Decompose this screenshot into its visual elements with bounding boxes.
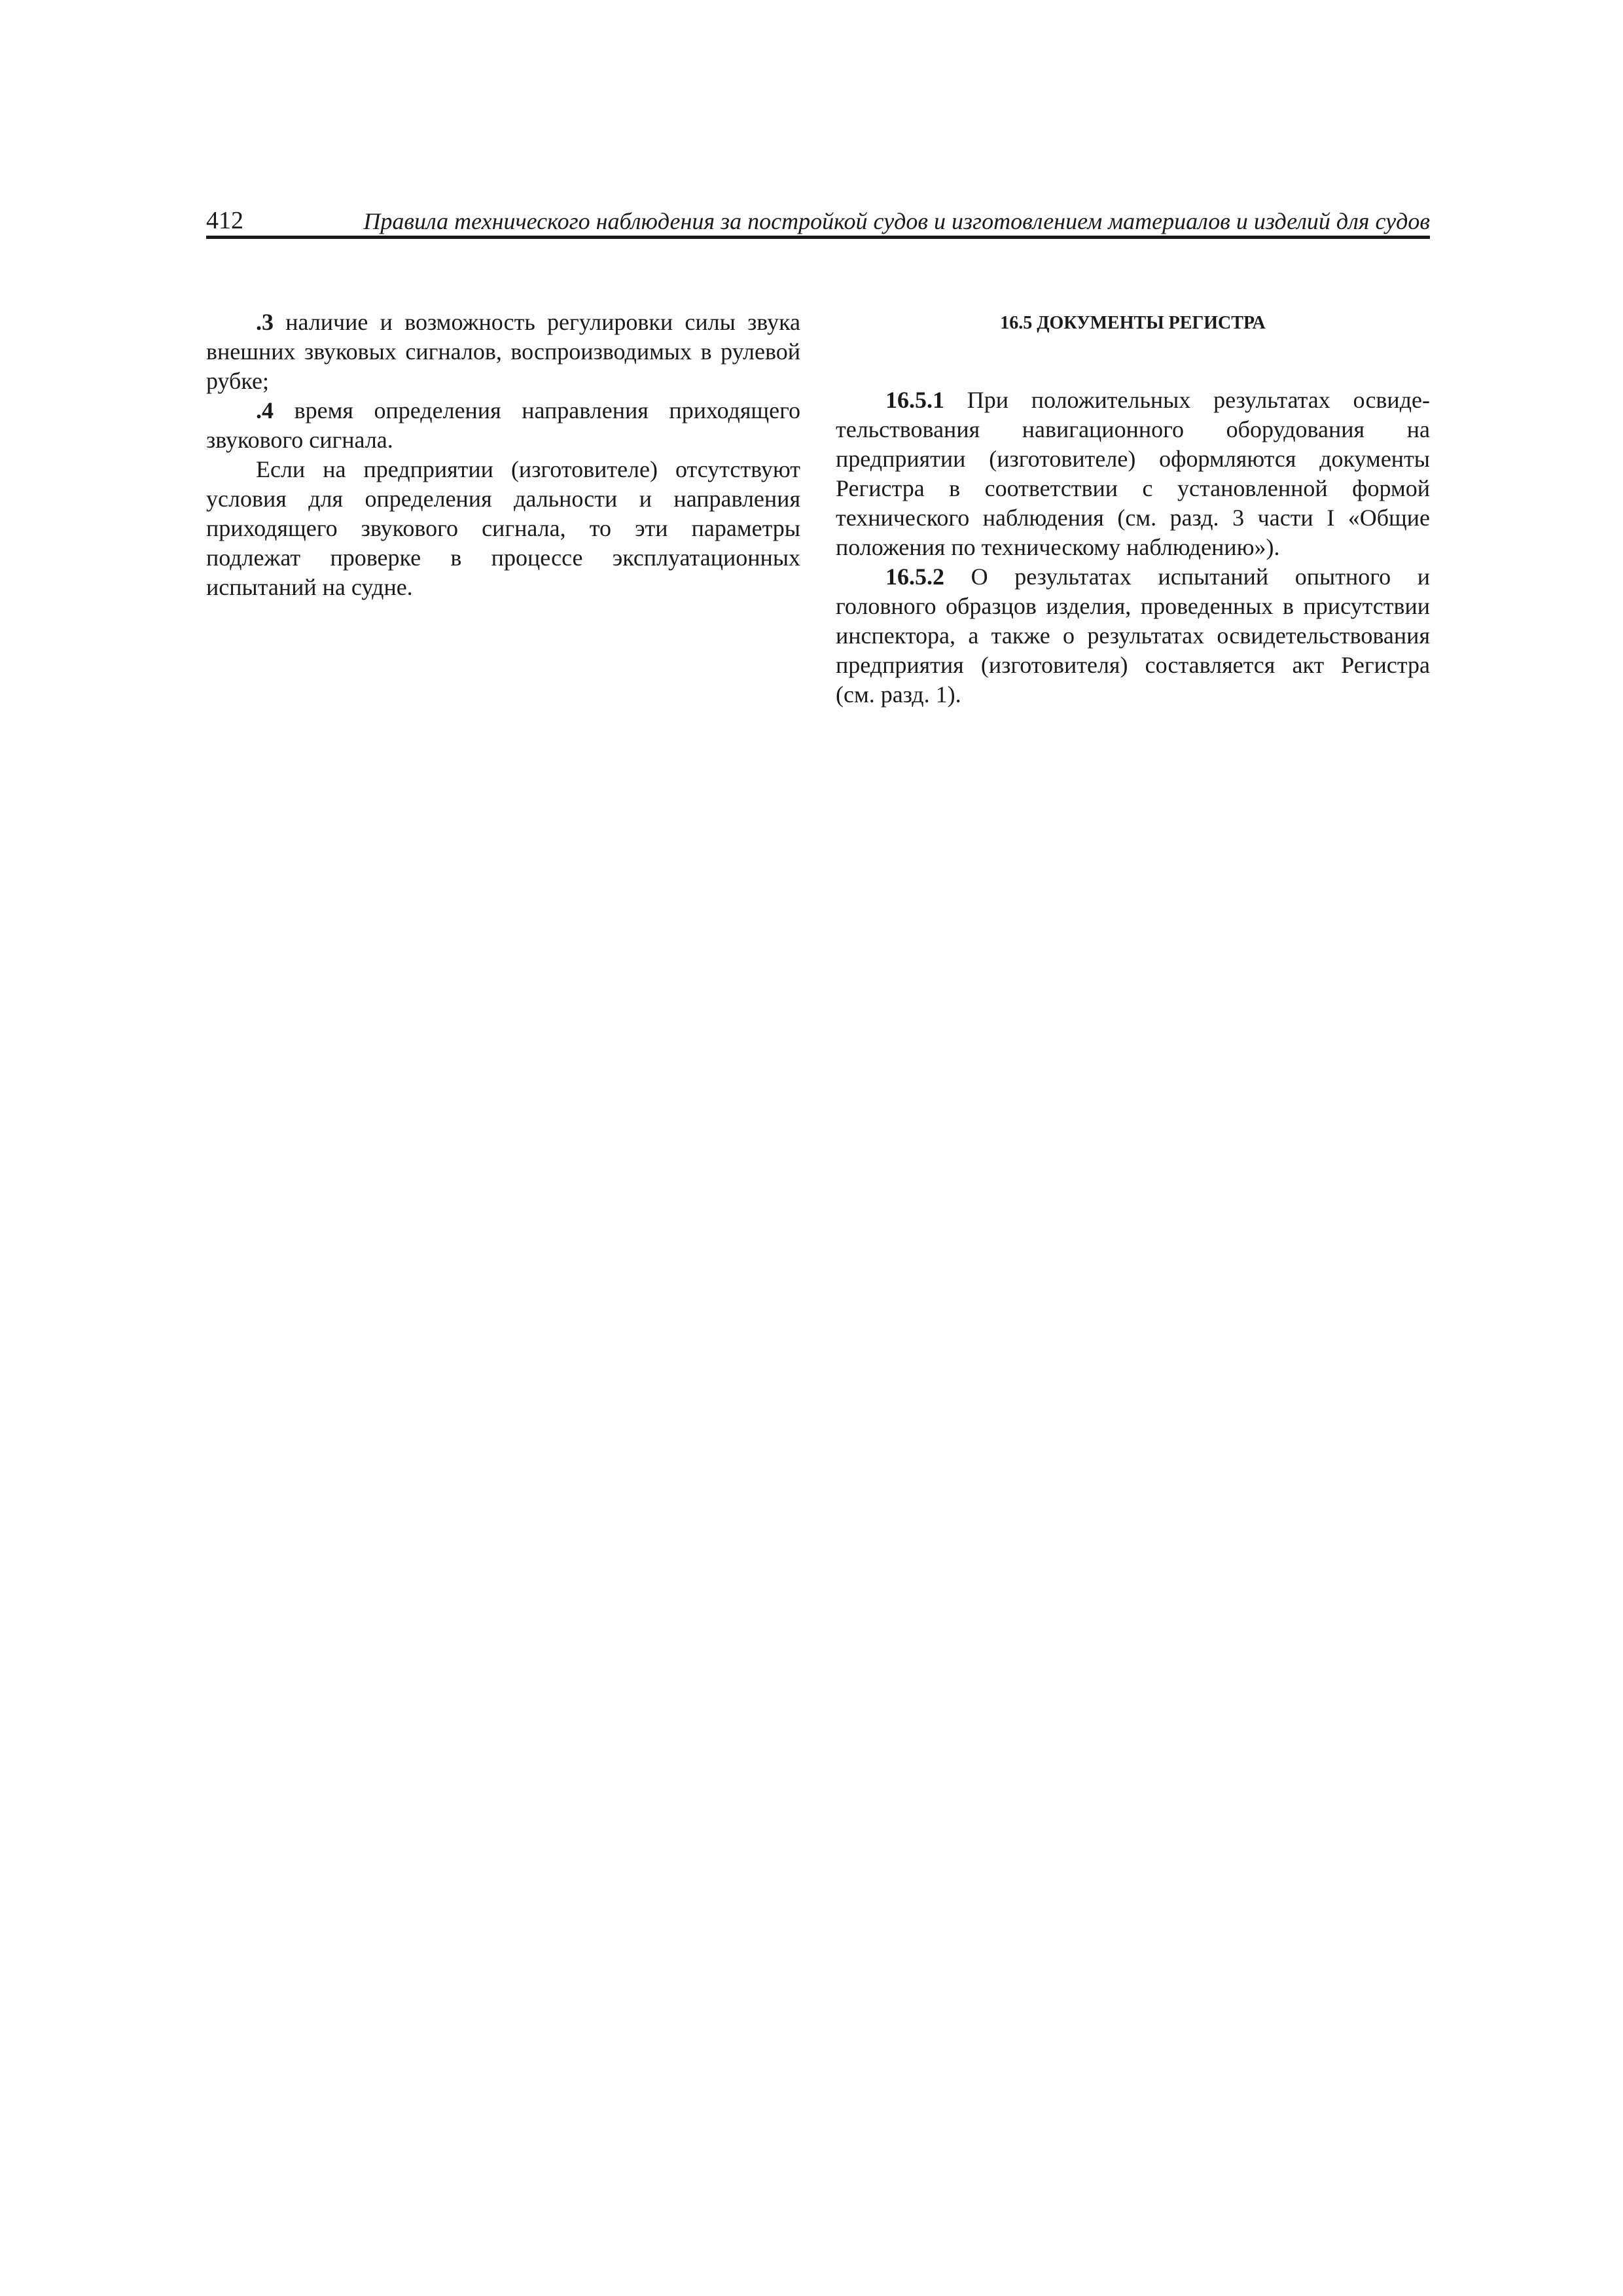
paragraph-text: О результатах испытаний опытного и головного образцов изделия, проведенных в присутствии инспектора, а также о результатах освидетельствования предприятия (изготовителя) составляется акт Регистра (см. разд. 1).: [836, 564, 1430, 708]
page-number: 412: [206, 207, 243, 234]
section-heading: 16.5 ДОКУМЕНТЫ РЕГИСТРА: [1000, 313, 1266, 333]
page-header: [206, 196, 1430, 237]
paragraph-item-4: [206, 396, 800, 455]
clause-number: 16.5.2: [885, 564, 944, 590]
paragraph-text: время определения направления приходящего звукового сигнала.: [206, 397, 800, 453]
right-column: [836, 308, 1430, 709]
item-number: .4: [256, 397, 274, 423]
paragraph-text: наличие и возможность регулировки силы звука внешних звуковых сигналов, воспроизводимых в рулевой рубке;: [206, 309, 800, 394]
paragraph-text: Если на предприятии (изготовителе) отсутствуют условия для определения дальности и направления приходящего звукового сигнала, то эти параметры подлежат проверке в процессе эксплуатационных испытаний на судне.: [206, 456, 800, 600]
paragraph-16-5-1: [836, 386, 1430, 562]
paragraph-text: При положительных результатах освидетельствования навигационного оборудования на предприятии (изготовителе) оформляются документы Регистра в соответствии с установленной формой технического наблюдения (см. разд. 3 части I «Общие положения по техническому наблюдению»).: [836, 387, 1430, 560]
paragraph-note: [206, 455, 800, 602]
paragraph-item-3: [206, 308, 800, 396]
paragraph-16-5-2: [836, 562, 1430, 709]
left-column: [206, 308, 800, 602]
item-number: .3: [256, 309, 274, 335]
clause-number: 16.5.1: [885, 387, 944, 413]
running-title: Правила технического наблюдения за постройкой судов и изготовлением материалов и изделий для судов: [363, 208, 1430, 234]
header-rule: [206, 236, 1430, 239]
